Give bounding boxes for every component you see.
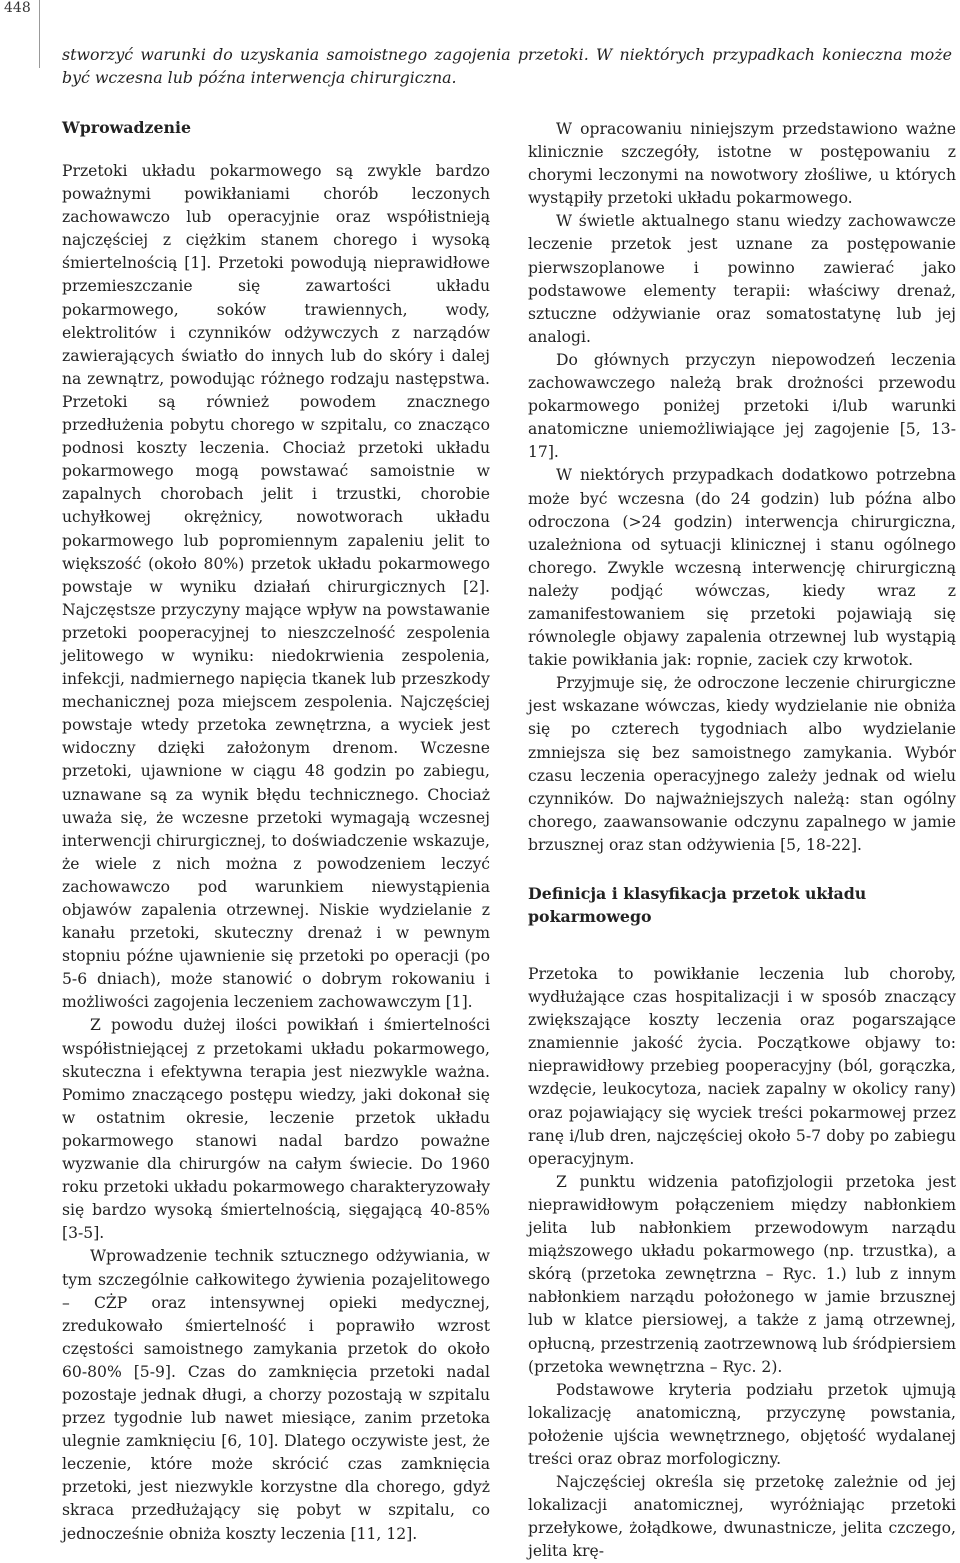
body-paragraph: Wprowadzenie technik sztucznego odżywiania, w tym szczególnie całkowitego żywienia pozajelitowego – CŻP oraz intensywnej opieki medycznej, zredukowało śmiertelność i poprawiło wzrost częstości samoistnego zamykania przetok do około 60-80% [5-9]. Czas do zamknięcia przetoki nadal pozostaje jednak długi, a chorzy pozostają w szpitalu przez tygodnie lub nawet miesiące, zanim przetoka ulegnie zamknięciu [6, 10]. Dlatego oczywiste jest, że leczenie, które może skrócić czas zamknięcia przetoki, jest niezwykle korzystne dla chorego, gdyż skraca przedłużający się pobyt w szpitalu, co jednocześnie obniża koszty leczenia [11, 12]. bbox=[62, 1247, 490, 1543]
body-paragraph: Z powodu dużej ilości powikłań i śmiertelności współistniejącej z przetokami układu pokarmowego, skuteczna i efektywna terapia jest niezwykle ważna. Pomimo znaczącego postępu wiedzy, jaki dokonał się w ostatnim okresie, leczenie przetok układu pokarmowego stanowi nadal bardzo poważne wyzwanie dla chirurgów na całym świecie. Do 1960 roku przetoki układu pokarmowego charakteryzowały się bardzo wysoką śmiertelnością, sięgającą 40-85% [3-5]. bbox=[62, 1016, 490, 1243]
left-column bbox=[62, 116, 490, 1546]
section-heading-introduction: Wprowadzenie bbox=[62, 118, 192, 137]
body-paragraph: W niektórych przypadkach dodatkowo potrzebna może być wczesna (do 24 godzin) lub późna albo odroczona (>24 godzin) interwencja chirurgiczna, uzależniona od sytuacji klinicznej i stanu ogólnego chorego. Zwykle wczesną interwencję chirurgiczną należy podjąć wówczas, kiedy wraz z zamanifestowaniem się przetoki pojawiają się równolegle objawy zapalenia otrzewnej lub wystąpią takie powikłania jak: ropnie, zaciek czy krwotok. bbox=[528, 466, 956, 670]
body-paragraph: Przetoka to powikłanie leczenia lub choroby, wydłużające czas hospitalizacji i w sposób znaczący zwiększające koszty leczenia oraz pogarszające znamiennie jakość życia. Początkowe objawy to: nieprawidłowy przebieg pooperacyjny (ból, gorączka, wzdęcie, leukocytoza, naciek zapalny w okolicy rany) oraz pojawiający się wyciek treści pokarmowej przez ranę i/lub dren, najczęściej około 5-7 doby po zabiegu operacyjnym. bbox=[528, 965, 956, 1168]
body-paragraph: W świetle aktualnego stanu wiedzy zachowawcze leczenie przetok jest uznane za postępowanie pierwszoplanowe i powinno zawierać jako podstawowe elementy terapii: właściwy drenaż, sztuczne odżywianie oraz somatostatynę lub jej analogi. bbox=[528, 212, 956, 346]
section-heading-definition: Definicja i klasyfikacja przetok układu pokarmowego bbox=[528, 884, 867, 926]
body-paragraph: Z punktu widzenia patofizjologii przetoka jest nieprawidłowym połączeniem między nabłonkiem jelita lub nabłonkiem przewodowym narządu miąższowego układu pokarmowego (np. trzustka), a skórą (przetoka zewnętrzna – Ryc. 1.) lub z innym nabłonkiem narządu położonego w jamie brzusznej lub w klatce piersiowej, a także z jamą otrzewnej, opłucną, przestrzenią zaotrzewnową lub śródpiersiem (przetoka wewnętrzna – Ryc. 2). bbox=[528, 1172, 956, 1376]
intro-paragraph: stworzyć warunki do uzyskania samoistnego zagojenia przetoki. W niektórych przypadkach konieczna może być wczesna lub późna interwencja chirurgiczna. bbox=[62, 45, 952, 87]
body-paragraph: Do głównych przyczyn niepowodzeń leczenia zachowawczego należą brak drożności przewodu pokarmowego poniżej przetoki i/lub warunki anatomiczne uniemożliwiające jej zagojenie [5, 13-17]. bbox=[528, 350, 956, 462]
page-number: 448 bbox=[4, 0, 31, 16]
body-paragraph: Przyjmuje się, że odroczone leczenie chirurgiczne jest wskazane wówczas, kiedy wydzielanie nie obniża się po czterech tygodniach albo wydzielanie zmniejsza się bez samoistnego zamykania. Wybór czasu leczenia operacyjnego zależy jednak od wielu czynników. Do najważniejszych należą: stan ogólny chorego, zaawansowanie odczynu zapalnego w jamie brzusznej oraz stan odżywienia [5, 18-22]. bbox=[528, 674, 956, 854]
body-paragraph: W opracowaniu niniejszym przedstawiono ważne klinicznie szczegóły, istotne w postępowaniu z chorymi leczonymi na nowotwory złośliwe, u których wystąpiły przetoki układu pokarmowego. bbox=[528, 120, 956, 208]
body-paragraph: Przetoki układu pokarmowego są zwykle bardzo poważnymi powikłaniami chorób leczonych zachowawczo lub operacyjnie oraz współistnieją najczęściej z ciężkim stanem chorego i wysoką śmiertelnością [1]. Przetoki powodują nieprawidłowe przemieszczanie się zawartości układu pokarmowego, soków trawiennych, wody, elektrolitów i czynników odżywczych z narządów zawierających światło do innych lub do skóry i dalej na zewnątrz, powodując różnego rodzaju następstwa. Przetoki są również powodem znacznego przedłużenia pobytu chorego w szpitalu, co znacząco podnosi koszty leczenia. Chociaż przetoki układu pokarmowego mogą powstawać samoistnie w zapalnych chorobach jelit i trzustki, chorobie uchyłkowej okrężnicy, nowotworach układu pokarmowego lub popromiennym zapaleniu jelit to większość (około 80%) przetok układu pokarmowego powstaje w wyniku działań chirurgicznych [2]. Najczęstsze przyczyny mające wpływ na powstawanie przetoki pooperacyjnej to nieszczelność zespolenia jelitowego w wyniku: niedokrwienia zespolenia, infekcji, nadmiernego napięcia tkanek lub przeszkody mechanicznej poza miejscem zespolenia. Najczęściej powstaje wtedy przetoka zewnętrzna, a wyciek jest widoczny dzięki założonym drenom. Wczesne przetoki, ujawnione w ciągu 48 godzin po zabiegu, uznawane są za wynik błędu technicznego. Chociaż uważa się, że wczesne przetoki wymagają wczesnej interwencji chirurgicznej, to doświadczenie wskazuje, że wiele z nich można z powodzeniem leczyć zachowawczo pod warunkiem niewystąpienia objawów zapalenia otrzewnej. Niskie wydzielanie z kanału przetoki, skuteczny drenaż i w pewnym stopniu późne ujawnienie się przetoki po operacji (po 5-6 dniach), może stanowić o dobrym rokowaniu i możliwości zagojenia leczeniem zachowawczym [1]. bbox=[62, 162, 490, 1012]
right-column bbox=[528, 118, 956, 1563]
body-paragraph: Najczęściej określa się przetokę zależnie od jej lokalizacji anatomicznej, wyróżniając przetoki przełykowe, żołądkowe, dwunastnicze, jelita czczego, jelita krę- bbox=[528, 1473, 956, 1561]
margin-rule bbox=[39, 0, 40, 68]
body-paragraph: Podstawowe kryteria podziału przetok ujmują lokalizację anatomiczną, przyczynę powstania, położenie ujścia wewnętrznego, objętość wydalanej treści oraz obraz morfologiczny. bbox=[528, 1380, 956, 1468]
